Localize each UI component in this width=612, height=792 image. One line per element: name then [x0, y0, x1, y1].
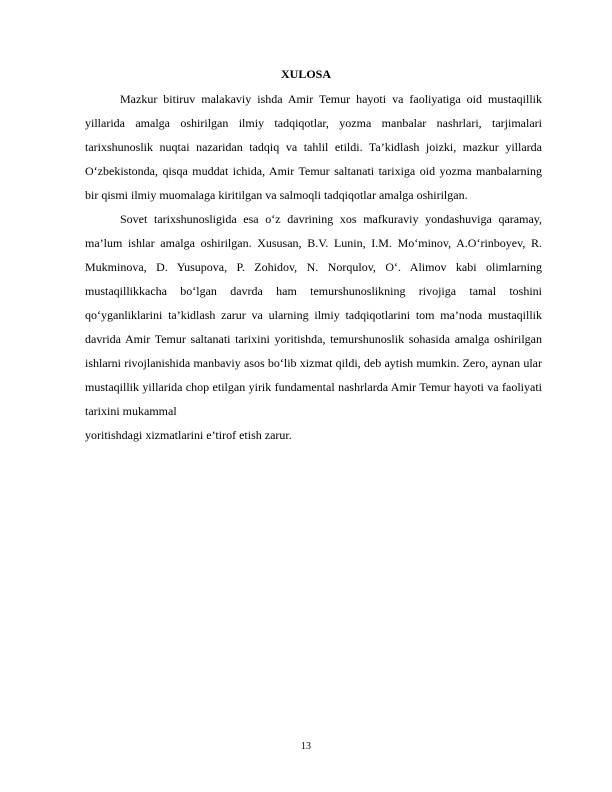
paragraph-1: Mazkur bitiruv malakaviy ishda Amir Temur hayoti va faoliyatiga oid mustaqillik yillarida amalga oshirilgan ilmiy tadqiqotlar, yozma manbalar nashrlari, tarjimalari tarixshunoslik nuqtai nazaridan tadqiq va tahlil etildi. Ta’kidlash joizki, mazkur yillarda O‘zbekistonda, qisqa muddat ichida, Amir Temur saltanati tarixiga oid yozma manbalarning bir qismi ilmiy muomalaga kiritilgan va salmoqli tadqiqotlar amalga oshirilgan. — [85, 92, 542, 202]
paragraph-2: Sovet tarixshunosligida esa o‘z davrining xos mafkuraviy yondashuviga qaramay, ma’lum ishlar amalga oshirilgan. Xususan, B.V. Lunin, I.M. Mo‘minov, A.O‘rinboyev, R. Mukminova, D. Yusupova, P. Zohidov, N. Norqulov, O‘. Alimov kabi olimlarning mustaqillikkacha bo‘lgan davrda ham temurshunoslikning rivojiga tamal toshini qo‘yganliklarini ta’kidlash zarur va ularning ilmiy tadqiqotlarini tom ma’noda mustaqillik davrida Amir Temur saltanati tarixini yoritishda, temurshunoslik sohasida amalga oshirilgan ishlarni rivojlanishida manbaviy asos bo‘lib xizmat qildi, deb aytish mumkin. Zero, aynan ular mustaqillik yillarida chop etilgan yirik fundamental nashrlarda Amir Temur hayoti va faoliyati tarixini mukammal — [85, 212, 542, 418]
paragraph-3: yoritishdagi xizmatlarini e’tirof etish zarur. — [85, 428, 292, 442]
body-text — [85, 87, 542, 447]
section-title: XULOSA — [280, 67, 331, 81]
page-number: 13 — [301, 741, 311, 752]
